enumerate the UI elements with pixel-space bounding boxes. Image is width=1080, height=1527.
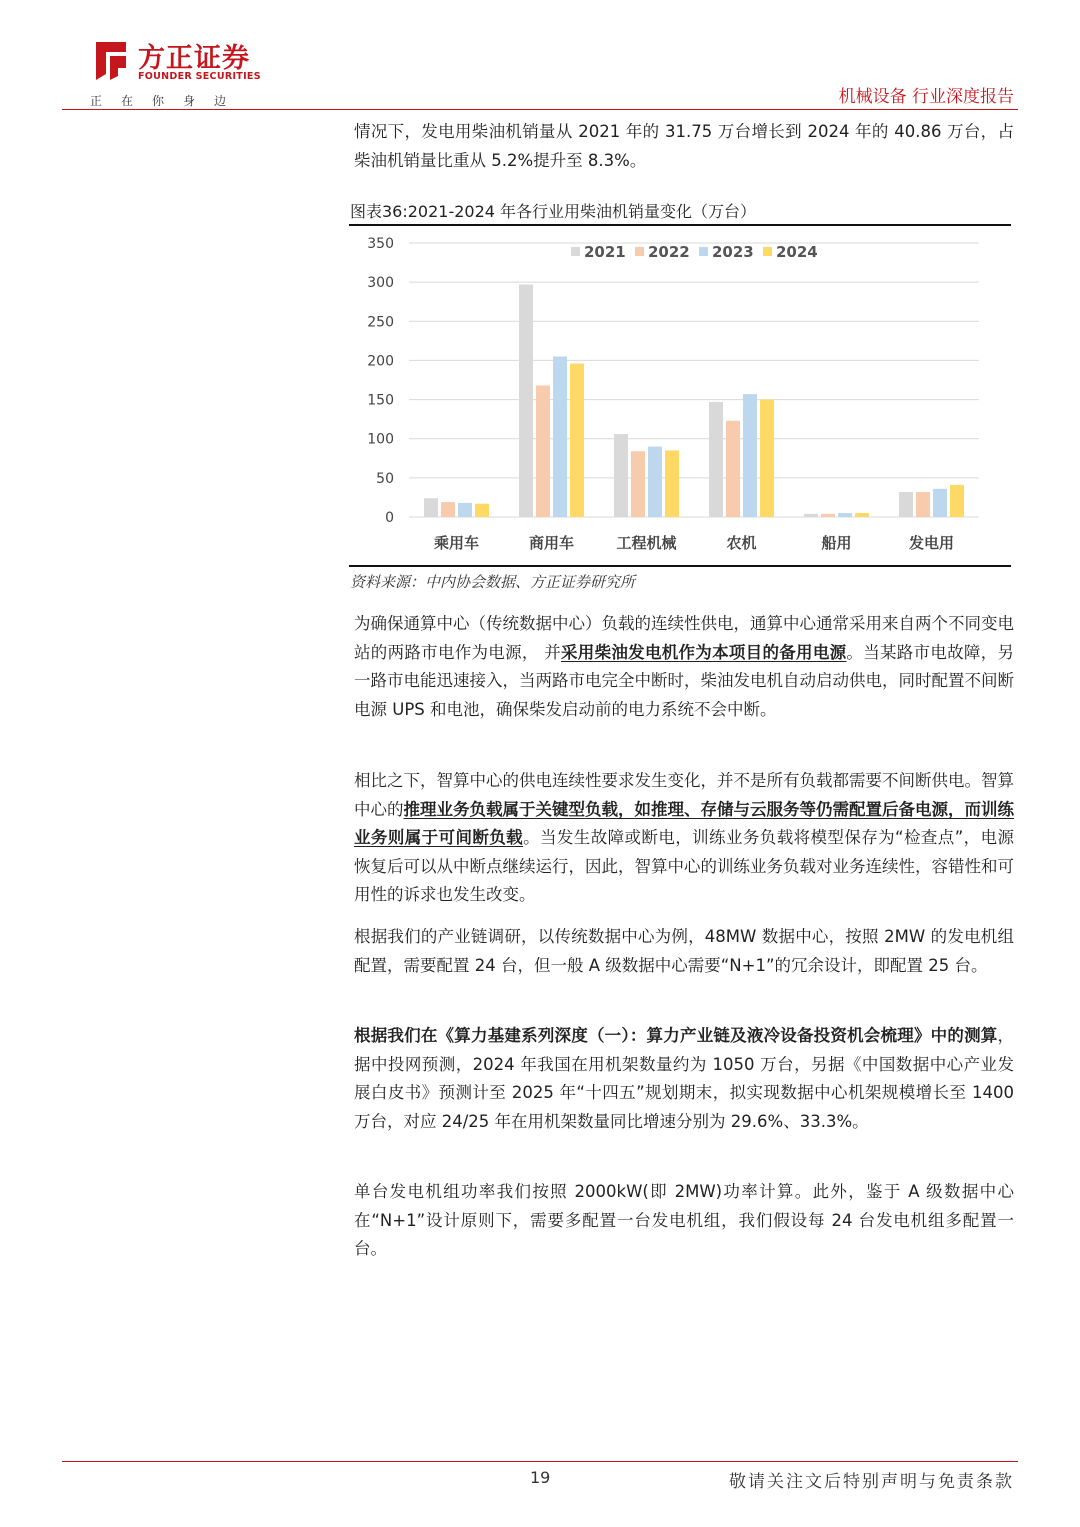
- logo-chinese-name: 方正证券: [138, 43, 250, 74]
- p1-emphasis: 采用柴油发电机作为本项目的备用电源: [561, 642, 847, 662]
- chart-y-axis: [367, 236, 394, 526]
- bar-2021: [519, 284, 533, 517]
- figure-bottom-rule: [349, 565, 1011, 567]
- x-tick-label: 船用: [821, 534, 852, 552]
- paragraph-general-computing-power-supply: [354, 610, 1014, 724]
- figure-title: 图表36:2021-2024 年各行业用柴油机销量变化（万台）: [350, 202, 757, 221]
- p1-text-a: 为确保通算中心（传统数据中心）负载的连续性供电，通算中心通常采用来自两个不同变电站的两路市电作为电源， 并: [354, 614, 1014, 662]
- figure-source: 资料来源：中内协会数据、方正证券研究所: [350, 573, 636, 591]
- paragraph-generator-configuration: 根据我们的产业链调研，以传统数据中心为例，48MW 数据中心，按照 2MW 的发电机组配置，需要配置 24 台，但一般 A 级数据中心需要“N+1”的冗余设计，即配置 25 台。: [354, 927, 1014, 975]
- y-tick-label: 100: [367, 431, 394, 448]
- p4-text: ，据中投网预测，2024 年我国在用机架数量约为 1050 万台，另据《中国数据中心产业发展白皮书》预测计至 2025 年“十四五”规划期末，拟实现数据中心机架规模增长至 1400 万台，对应 24/25 年在用机架数量同比增速分别为 29.6%、33.3%。: [354, 1026, 1014, 1131]
- bar-2021: [614, 434, 628, 517]
- y-tick-label: 0: [385, 510, 394, 526]
- bar-2021: [804, 514, 818, 517]
- paragraph-generator-power-assumption: 单台发电机组功率我们按照 2000kW(即 2MW)功率计算。此外，鉴于 A 级数据中心在“N+1”设计原则下，需要多配置一台发电机组，我们假设每 24 台发电机组多配置一台。: [354, 1182, 1014, 1258]
- legend-label: 2021: [584, 243, 626, 261]
- bar-2023: [553, 357, 567, 517]
- footer-divider: [62, 1461, 1018, 1462]
- bar-2022: [441, 502, 455, 517]
- p2-emphasis: 推理业务负载属于关键型负载，如推理、存储与云服务等仍需配置后备电源，而训练业务则属于可间断负载: [354, 799, 1014, 847]
- logo-english-name: FOUNDER SECURITIES: [138, 71, 261, 82]
- disclaimer-note: 敬请关注文后特别声明与免责条款: [729, 1472, 1014, 1492]
- chart-bars: [424, 284, 964, 517]
- report-category: 机械设备 行业深度报告: [838, 87, 1014, 107]
- legend-swatch-2021: [571, 247, 580, 256]
- x-tick-label: 农机: [726, 534, 757, 552]
- slogan: 正在你身边: [90, 94, 246, 108]
- paragraph-intelligent-computing-power-supply: [354, 767, 1014, 910]
- bar-2022: [536, 385, 550, 517]
- x-tick-label: 发电用: [908, 534, 955, 552]
- bar-2024: [665, 450, 679, 517]
- bar-2022: [631, 451, 645, 517]
- y-tick-label: 250: [367, 314, 394, 331]
- bar-2024: [570, 364, 584, 517]
- legend-label: 2023: [712, 243, 754, 261]
- bar-2024: [475, 504, 489, 517]
- bar-2023: [933, 489, 947, 517]
- founder-logo-icon: [88, 38, 130, 84]
- bar-2024: [760, 400, 774, 517]
- legend-swatch-2023: [699, 247, 708, 256]
- bar-2021: [899, 492, 913, 517]
- p1-text-c: 。当某路市电故障，另一路市电能迅速接入，当两路市电完全中断时，柴油发电机自动启动供电，同时配置不间断电源 UPS 和电池，确保柴发启动前的电力系统不会中断。: [354, 642, 1015, 719]
- bar-2023: [648, 447, 662, 517]
- bar-chart: [349, 226, 1011, 564]
- y-tick-label: 300: [367, 275, 394, 292]
- bar-2023: [458, 503, 472, 517]
- chart-gridlines: [409, 243, 979, 517]
- paragraph-diesel-generation-sales: 情况下，发电用柴油机销量从 2021 年的 31.75 万台增长到 2024 年的 40.86 万台，占柴油机销量比重从 5.2%提升至 8.3%。: [354, 122, 1014, 170]
- p4-bold-lead: 根据我们在《算力基建系列深度（一）：算力产业链及液冷设备投资机会梳理》中的测算: [354, 1026, 998, 1045]
- bar-2023: [743, 394, 757, 517]
- x-tick-label: 商用车: [528, 534, 575, 552]
- page-number: 19: [530, 1468, 551, 1487]
- bar-2024: [950, 485, 964, 517]
- chart-x-axis: [434, 534, 954, 552]
- legend-swatch-2022: [635, 247, 644, 256]
- chart-legend: [571, 243, 818, 261]
- p2-text-a: 相比之下，智算中心的供电连续性要求发生变化，并不是所有负载都需要不间断供电。智算中心的: [354, 771, 1014, 819]
- y-tick-label: 350: [367, 236, 394, 252]
- x-tick-label: 工程机械: [616, 534, 677, 552]
- x-tick-label: 乘用车: [433, 534, 480, 552]
- legend-label: 2022: [648, 243, 690, 261]
- bar-2022: [821, 514, 835, 517]
- y-tick-label: 200: [367, 353, 394, 370]
- bar-2022: [726, 421, 740, 517]
- legend-label: 2024: [776, 243, 818, 261]
- header-divider: [62, 109, 1018, 110]
- p2-text-c: 。当发生故障或断电，训练业务负载将模型保存为“检查点”，电源恢复后可以从中断点继续运行，因此，智算中心的训练业务负载对业务连续性，容错性和可用性的诉求也发生改变。: [354, 828, 1014, 904]
- y-tick-label: 150: [367, 392, 394, 409]
- bar-2021: [709, 402, 723, 517]
- bar-2021: [424, 498, 438, 517]
- bar-2023: [838, 513, 852, 517]
- legend-swatch-2024: [763, 247, 772, 256]
- paragraph-rack-forecast: [354, 1022, 1014, 1136]
- bar-2022: [916, 492, 930, 517]
- y-tick-label: 50: [376, 470, 394, 487]
- bar-2024: [855, 513, 869, 517]
